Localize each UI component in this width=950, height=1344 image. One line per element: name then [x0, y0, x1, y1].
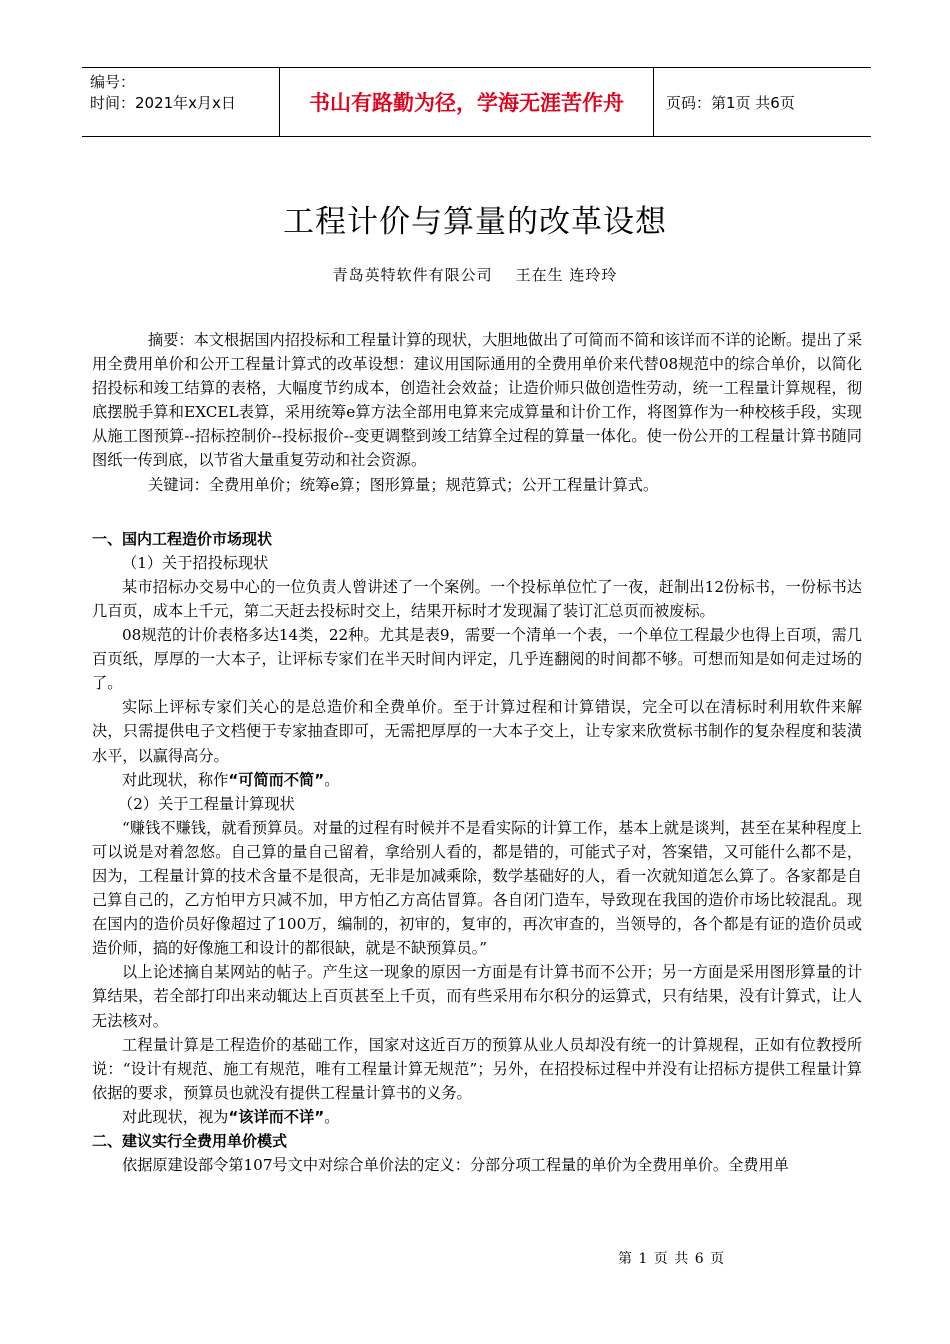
conclusion-punct: 。 [324, 770, 340, 789]
paragraph: 08规范的计价表格多达14类，22种。尤其是表9，需要一个清单一个表，一个单位工程最少也得上百项，需几百页纸，厚厚的一大本子，让评标专家们在半天时间内评定，几乎连翻阅的时间都不够。可想而知是如何走过场的了。 [92, 626, 862, 693]
paragraph: 以上论述摘自某网站的帖子。产生这一现象的原因一方面是有计算书而不公开；另一方面是采用图形算量的计算结果，若全部打印出来动辄达上百页甚至上千页，而有些采用布尔积分的运算式，只有结果，没有计算式，让人无法核对。 [92, 963, 862, 1030]
keywords-paragraph: 关键词：全费用单价；统筹e算；图形算量；规范算式；公开工程量计算式。 [148, 475, 659, 494]
paragraph-quote: “赚钱不赚钱，就看预算员。对量的过程有时候并不是看实际的计算工作，基本上就是谈判，甚至在某种程度上可以说是对着忽悠。自己算的量自己留着，拿给别人看的，都是错的，可能式子对，答案错，又可能什么都不是，因为，工程量计算的技术含量不是很高，无非是加减乘除，数学基础好的人，看一次就知道怎么算了。各家都是自己算自己的，乙方怕甲方只减不加，甲方怕乙方高估冒算。各自闭门造车，导致现在我国的造价市场比较混乱。现在国内的造价员好像超过了100万，编制的，初审的，复审的，再次审查的，当领导的，各个都是有证的造价员或造价师，搞的好像施工和设计的都很缺，就是不缺预算员。” [92, 818, 862, 958]
conclusion-text: 对此现状，称作 [122, 770, 229, 789]
document-title: 工程计价与算量的改革设想 [283, 204, 667, 240]
paragraph-conclusion-2 [92, 1105, 862, 1129]
section1-sub2-heading: （2）关于工程量计算现状 [118, 794, 295, 813]
header-time: 时间：2021年x月x日 [90, 94, 236, 112]
abstract-paragraph: 摘要：本文根据国内招投标和工程量计算的现状，大胆地做出了可简而不简和该详而不详的论断。提出了采用全费用单价和公开工程量计算式的改革设想：建议用国际通用的全费用单价来代替08规范中的综合单价，以简化招投标和竣工结算的表格，大幅度节约成本，创造社会效益；让造价师只做创造性劳动，统一工程量计算规程，彻底摆脱手算和EXCEL表算，采用统筹e算方法全部用电算来完成算量和计价工作，将图算作为一种校核手段，实现从施工图预算--招标控制价--投标报价--变更调整到竣工结算全过程的算量一体化。使一份公开的工程量计算书随同图纸一传到底，以节省大量重复劳动和社会资源。 [92, 331, 862, 470]
conclusion-emphasis: “可简而不简” [228, 770, 325, 789]
section2-heading: 二、建议实行全费用单价模式 [92, 1132, 288, 1150]
paragraph: 某市招标办交易中心的一位负责人曾讲述了一个案例。一个投标单位忙了一夜，赶制出12份标书，一份标书达几百页，成本上千元，第二天赶去投标时交上，结果开标时才发现漏了装订汇总页而被废标。 [92, 577, 862, 620]
page-footer: 第 1 页 共 6 页 [618, 1251, 726, 1267]
document-header [82, 67, 871, 137]
document-authors: 青岛英特软件有限公司 王在生 连玲玲 [332, 266, 618, 284]
paragraph: 依据原建设部令第107号文中对综合单价法的定义：分部分项工程量的单价为全费用单价。全费用单 [122, 1156, 789, 1175]
conclusion-punct: 。 [324, 1107, 340, 1126]
header-meta [82, 68, 280, 136]
section1-sub1-heading: （1）关于招投标现状 [122, 553, 269, 572]
section1-heading: 一、国内工程造价市场现状 [92, 529, 273, 548]
paragraph-conclusion-1 [92, 768, 862, 792]
header-number: 编号： [90, 73, 136, 91]
paragraph: 实际上评标专家们关心的是总造价和全费单价。至于计算过程和计算错误，完全可以在清标时利用软件来解决，只需提供电子文档便于专家抽查即可，无需把厚厚的一大本子交上，让专家来欣赏标书制作的复杂程度和装潢水平，以赢得高分。 [92, 698, 862, 765]
header-page-info: 页码：第1页 共6页 [666, 93, 795, 112]
header-motto: 书山有路勤为径，学海无涯苦作舟 [280, 68, 654, 136]
paragraph: 工程量计算是工程造价的基础工作，国家对这近百万的预算从业人员却没有统一的计算规程，正如有位教授所说：“设计有规范、施工有规范，唯有工程量计算无规范”；另外，在招投标过程中并没有让招标方提供工程量计算依据的要求，预算员也就没有提供工程量计算书的义务。 [92, 1035, 862, 1102]
conclusion-emphasis: “该详而不详” [228, 1107, 325, 1126]
document-body [92, 328, 862, 1177]
conclusion-text: 对此现状，视为 [122, 1107, 229, 1126]
